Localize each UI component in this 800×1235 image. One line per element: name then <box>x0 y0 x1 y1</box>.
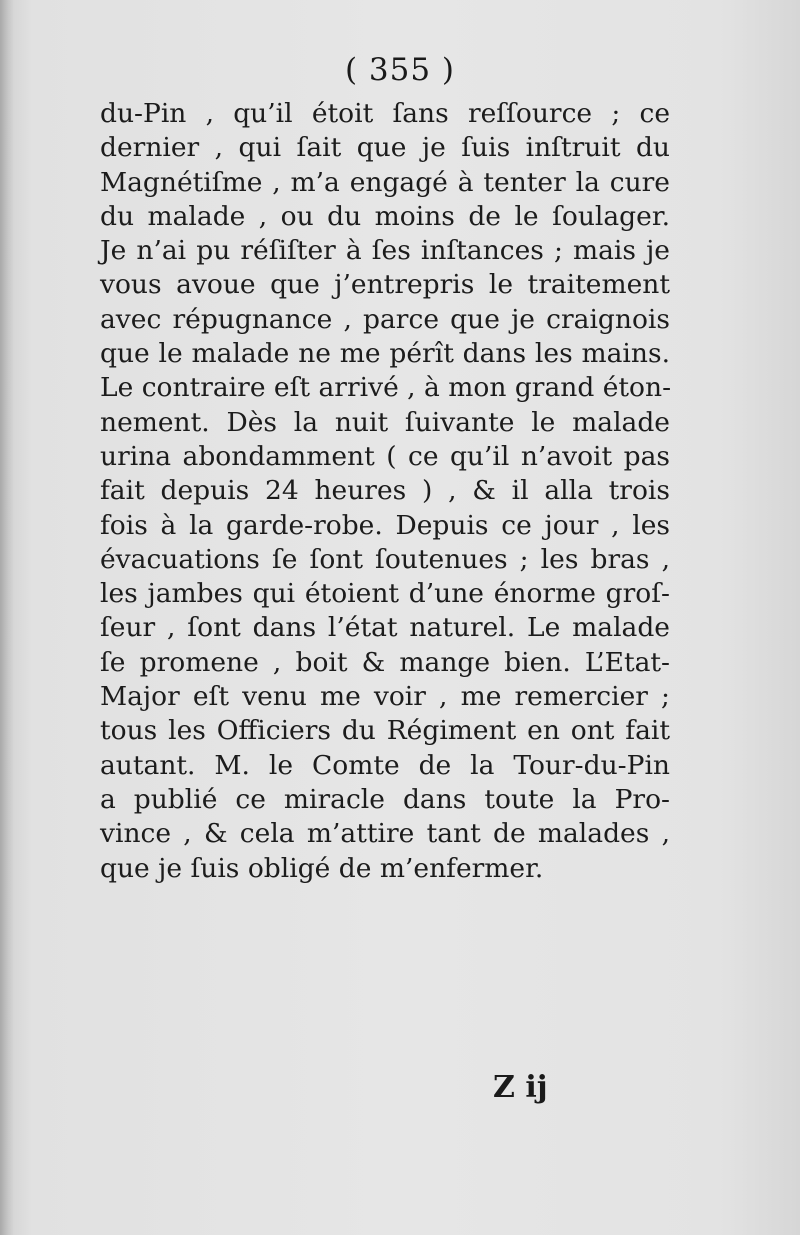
page-number: ( 355 ) <box>344 52 456 88</box>
text-line: les jambes qui étoient d’une énorme groſ- <box>100 578 670 610</box>
text-line: nement. Dès la nuit ſuivante le malade <box>100 406 670 438</box>
text-line: du-Pin , qu’il étoit ſans reſſource ; ce <box>100 98 670 129</box>
text-line: fois à la garde-robe. Depuis ce jour , les <box>100 509 670 541</box>
text-line: autant. M. le Comte de la Tour-du-Pin <box>100 749 670 781</box>
signature-mark: Z ij <box>493 1070 548 1105</box>
text-line: avec répugnance , parce que je craignois <box>100 303 670 335</box>
text-line: Le contraire eſt arrivé , à mon grand éton- <box>100 372 672 404</box>
text-line: du malade , ou du moins de le ſoulager. <box>100 200 670 232</box>
text-line: tous les Officiers du Régiment en ont fait <box>100 715 670 747</box>
body-text <box>100 97 670 886</box>
text-line: ſe promene , boit & mange bien. L’Etat- <box>100 646 670 678</box>
text-line: dernier , qui ſait que je ſuis inſtruit du <box>100 132 670 164</box>
text-line: vous avoue que j’entrepris le traitement <box>100 269 670 301</box>
text-line: ſeur , ſont dans l’état naturel. Le malade <box>100 612 670 644</box>
text-line: Major eſt venu me voir , me remercier ; <box>100 681 670 713</box>
text-line: a publié ce miracle dans toute la Pro- <box>100 783 670 815</box>
text-line: fait depuis 24 heures ) , & il alla trois <box>100 475 670 507</box>
text-line: que le malade ne me pérît dans les mains. <box>100 338 670 370</box>
text-line: vince , & cela m’attire tant de malades , <box>100 818 670 850</box>
gutter-shadow <box>0 0 14 1235</box>
text-line: que je ſuis obligé de m’enfermer. <box>100 852 544 884</box>
text-line: Je n’ai pu réſiſter à ſes inſtances ; mais je <box>100 235 670 267</box>
text-line: urina abondamment ( ce qu’il n’avoit pas <box>100 440 670 472</box>
text-line: évacuations ſe ſont ſoutenues ; les bras , <box>100 543 670 575</box>
text-line: Magnétiſme , m’a engagé à tenter la cure <box>100 166 670 198</box>
